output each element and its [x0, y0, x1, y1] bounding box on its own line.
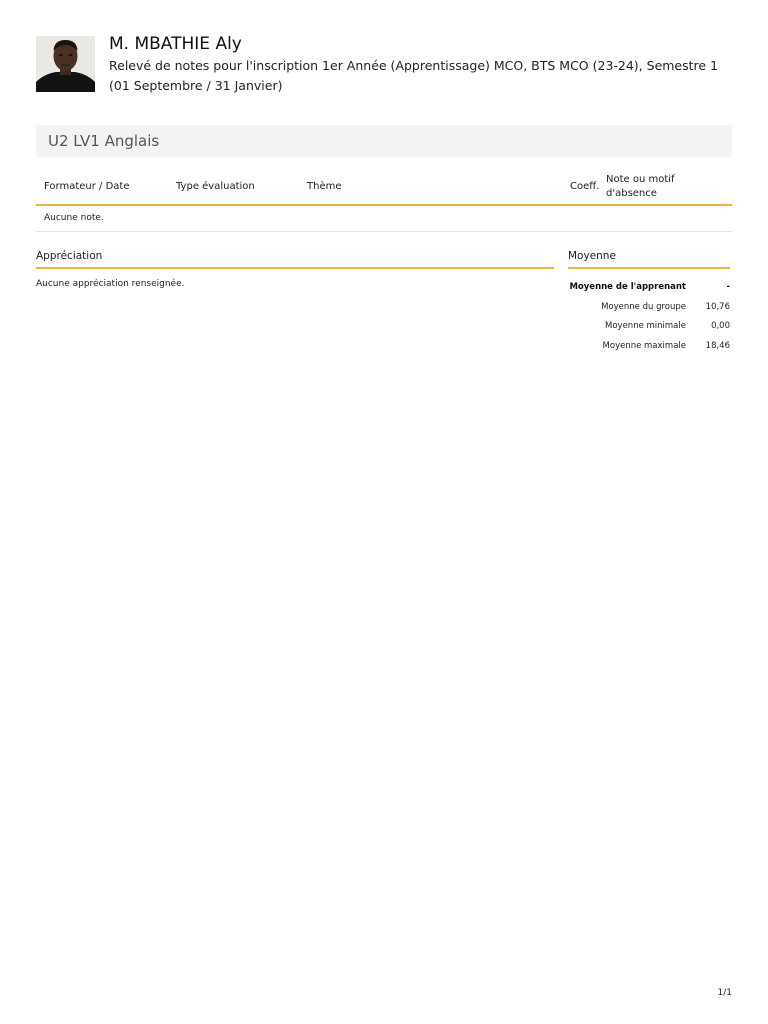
- subject-title: U2 LV1 Anglais: [48, 132, 160, 150]
- column-header-coeff: Coeff.: [570, 181, 600, 192]
- student-name: M. MBATHIE Aly: [109, 34, 242, 54]
- averages-section: [568, 250, 730, 351]
- table-header-divider: [36, 204, 732, 206]
- appreciation-text: Aucune appréciation renseignée.: [36, 279, 185, 289]
- student-photo: [36, 36, 95, 92]
- group-average-label: Moyenne du groupe: [601, 302, 686, 312]
- column-header-theme: Thème: [307, 181, 342, 192]
- group-average-value: 10,76: [705, 302, 730, 312]
- averages-title: Moyenne: [568, 250, 616, 262]
- appreciation-section: [36, 250, 554, 289]
- minimum-average-label: Moyenne minimale: [605, 321, 686, 331]
- appreciation-title: Appréciation: [36, 250, 103, 262]
- learner-average-label: Moyenne de l'apprenant: [569, 282, 686, 292]
- report-title: Relevé de notes pour l'inscription 1er Année (Apprentissage) MCO, BTS MCO (23-24), Semestre 1 (01 Septembre / 31 Janvier): [109, 58, 719, 93]
- learner-average-value: -: [726, 282, 730, 292]
- minimum-average-value: 0,00: [711, 321, 730, 331]
- empty-notes-message: Aucune note.: [44, 213, 104, 223]
- column-header-grade: Note ou motif d'absence: [606, 174, 675, 199]
- column-header-trainer-date: Formateur / Date: [44, 181, 130, 192]
- averages-divider: [568, 267, 730, 269]
- subject-header: [36, 125, 732, 157]
- maximum-average-value: 18,46: [705, 341, 730, 351]
- table-row-divider: [36, 231, 732, 232]
- column-header-evaluation-type: Type évaluation: [176, 181, 255, 192]
- maximum-average-label: Moyenne maximale: [602, 341, 686, 351]
- appreciation-divider: [36, 267, 554, 269]
- page-number: 1/1: [717, 988, 732, 998]
- student-photo-image: [36, 36, 95, 92]
